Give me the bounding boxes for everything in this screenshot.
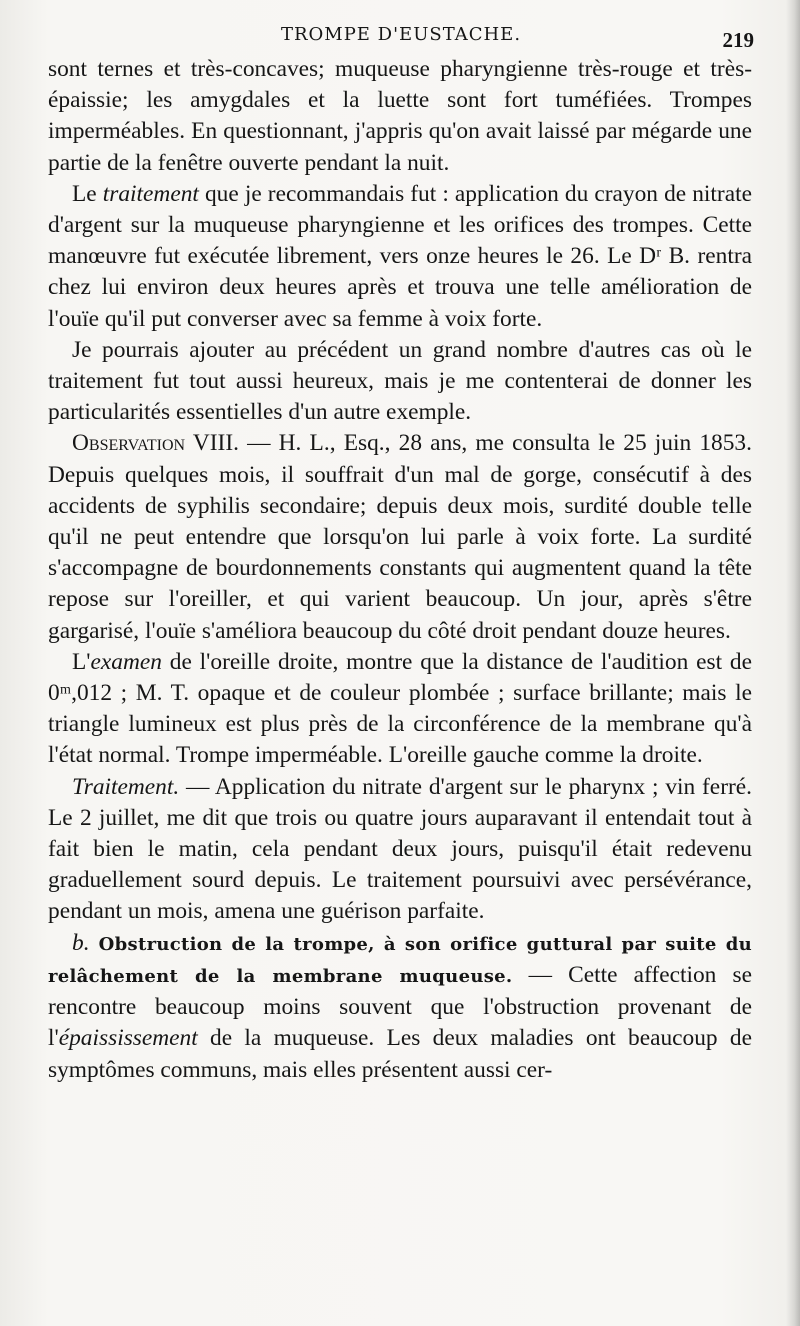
paragraph-6 [48,772,752,928]
paragraph-1 [48,54,752,179]
paragraph-1-text: sont ternes et très-concaves; muqueuse pharyngienne très-rouge et très-épaissie; les amygdales et la luette sont fort tuméfiées. Trompes imperméables. En questionnant, j'appris qu'on avait laissé par mégarde une partie de la fenêtre ouverte pendant la nuit. [48,56,752,176]
italic-examen: examen [90,648,162,675]
paragraph-5 [48,647,752,772]
section-heading-bold: Obstruction de la trompe, à son orifice guttural par suite du relâchement de la membrane muqueuse. [48,933,752,987]
observation-heading: Observation VIII. [72,430,239,457]
paragraph-2 [48,179,752,335]
page-header [48,20,754,54]
paragraph-4-text: — H. L., Esq., 28 ans, me consulta le 25 juin 1853. Depuis quelques mois, il souffrait d'un mal de gorge, consécutif à des accidents de syphilis secondaire; depuis deux mois, surdité double telle qu'il ne peut entendre que lorsqu'on lui parle à voix forte. La surdité s'accompagne de bourdonnements constants qui augmentent quand la tête repose sur l'oreiller, et qui varient beaucoup. Un jour, après s'être gargarisé, l'ouïe s'améliora beaucoup du côté droit pendant douze heures. [48,430,752,644]
paragraph-6-text: — Application du nitrate d'argent sur le pharynx ; vin ferré. Le 2 juillet, me dit que trois ou quatre jours auparavant il entendait tout à fait bien le matin, cela pendant deux jours, puisqu'il était redevenu graduellement sourd depuis. Le traitement poursuivi avec persévérance, pendant un mois, amena une guérison parfaite. [48,773,752,925]
paragraph-7-text-a: — Cette affection se rencontre beaucoup moins souvent que l'obstruction provenant de l' [48,961,752,1052]
italic-traitement: traitement [102,180,199,207]
page-gutter-shadow [786,0,800,1326]
paragraph-7-text-b: de la muqueuse. Les deux maladies ont beaucoup de symptômes communs, mais elles présentent aussi cer- [48,1025,752,1083]
paragraph-5-text: de l'oreille droite, montre que la distance de l'audition est de 0ᵐ,012 ; M. T. opaque et de couleur plombée ; surface brillante; mais le triangle lumineux est plus près de la circonférence de la membrane qu'à l'état normal. Trompe imperméable. L'oreille gauche comme la droite. [48,648,752,769]
paragraph-4 [48,428,752,646]
body-text [48,54,752,1086]
paragraph-7 [48,928,752,1086]
section-letter: b. [72,929,90,956]
paragraph-5-lead: L' [72,648,91,675]
running-title: TROMPE D'EUSTACHE. [280,24,522,45]
italic-epaississement: épaississement [58,1025,198,1052]
page-number: 219 [722,28,754,52]
paragraph-3-text: Je pourrais ajouter au précédent un grand nombre d'autres cas où le traitement fut tout aussi heureux, mais je me contenterai de donner les particularités essentielles d'un autre exemple. [48,336,752,426]
paragraph-2-lead: Le [72,180,103,207]
paragraph-3 [48,335,752,429]
paragraph-2-text: que je recommandais fut : application du crayon de nitrate d'argent sur la muqueuse pharyngienne et les orifices des trompes. Cette manœuvre fut exécutée librement, vers onze heures le 26. Le Dʳ B. rentra chez lui environ deux heures après et trouva une telle amélioration de l'ouïe qu'il put converser avec sa femme à voix forte. [48,180,752,332]
italic-traitement-heading: Traitement. [72,773,180,800]
